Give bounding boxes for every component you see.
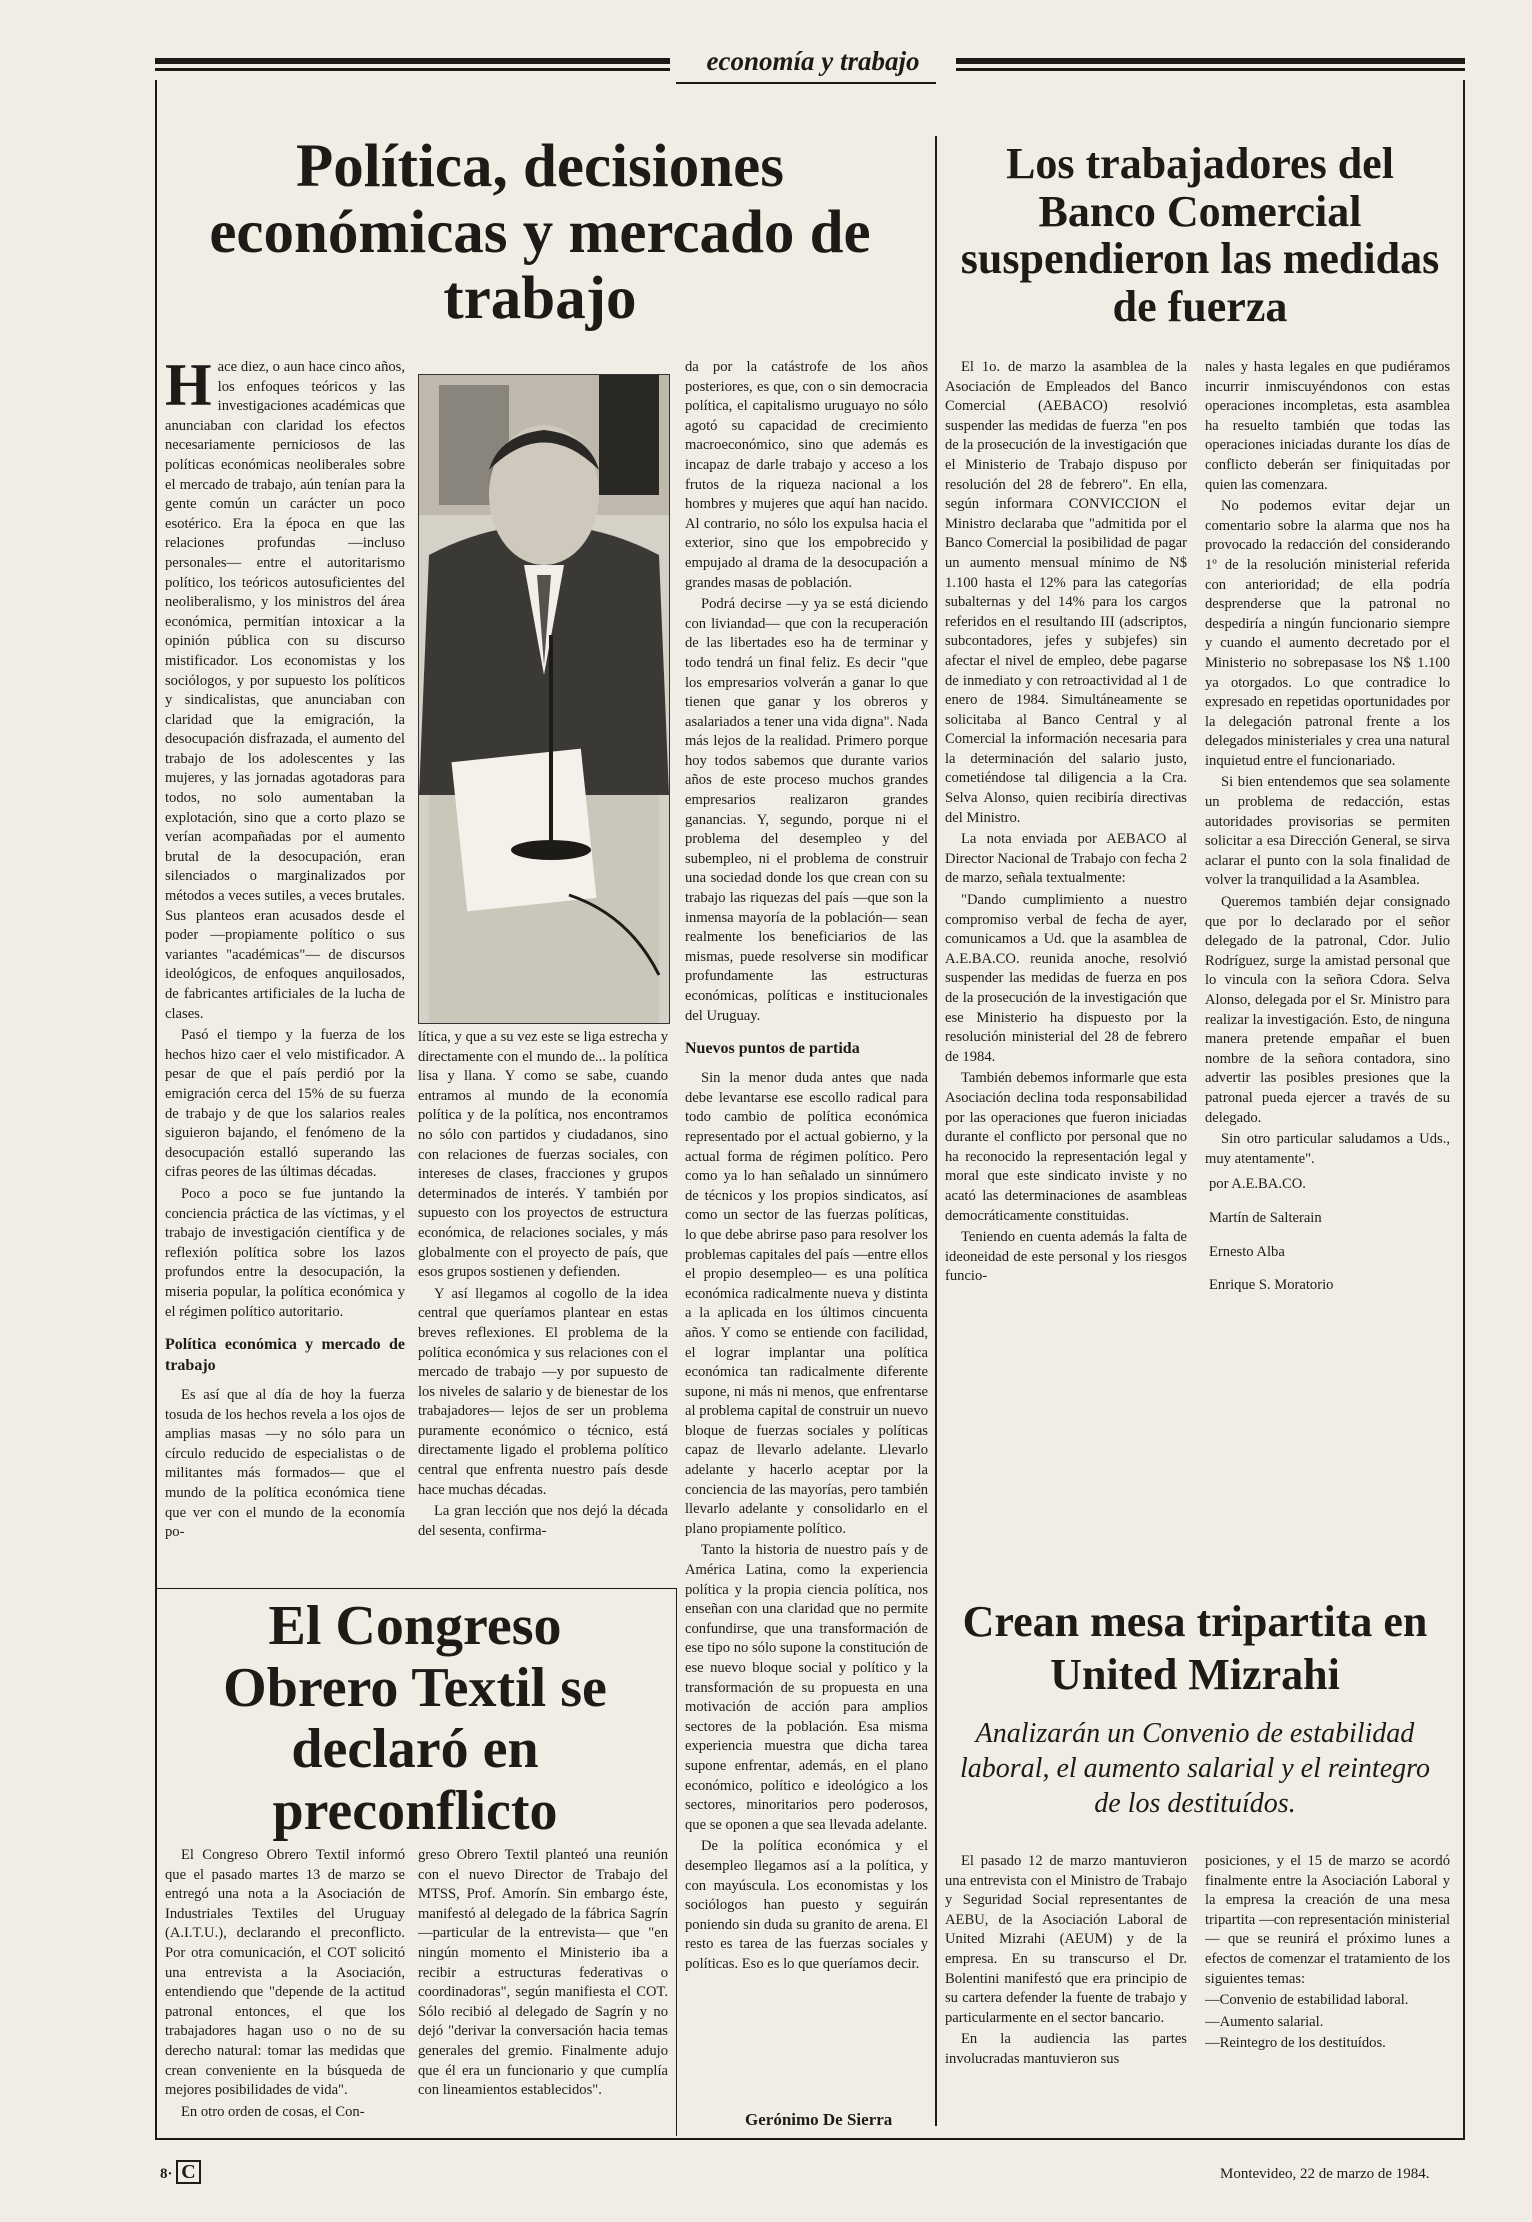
- paragraph: Pasó el tiempo y la fuerza de los hechos hizo caer el velo mistificador. A pesar de que el país perdió por la emigración cerca del 15% de su fuerza de trabajo y de que los salarios reales siguieron bajando, el fenómeno de la desocupación estalló superando las cifras peores de las últimas décadas.: [165, 1027, 405, 1181]
- article1-dropcap: H: [165, 358, 212, 418]
- paragraph: Podrá decirse —y ya se está diciendo con liviandad— que con la recuperación de las libertades eso ha de terminar y todo tendrá un final feliz. Es decir "que los empresarios volverán a ganar lo que tienen que ganar y los obreros y asalariados a tener una vida digna". Nada más lejos de la realidad. Primero porque hoy todos sabemos que durante varios años de este proceso muchos grandes empresarios realizaron grandes ganancias. Y, segundo, porque ni el problema del desempleo y del subempleo, ni el problema de construir una sociedad donde los que crean con su trabajo las riquezas del país —que son la inmensa mayoría de la población— sean realmente los beneficiarios de las mismas, puede resolverse sin modificar profundamente las estructuras económicas, políticas e institucionales del Uruguay.: [685, 596, 928, 1024]
- section-underline: [676, 82, 936, 84]
- signature-line: por A.E.BA.CO.: [1209, 1176, 1306, 1193]
- paragraph: Sin otro particular saludamos a Uds., muy atentamente".: [1205, 1131, 1450, 1167]
- article3-title: El Congreso Obrero Textil se declaró en preconflicto: [223, 1595, 607, 1842]
- list-item: —Reintegro de los destituídos.: [1205, 2035, 1386, 2052]
- article3-top-rule: [157, 1588, 677, 1589]
- article3-column-divider: [676, 1588, 677, 2136]
- paragraph: nales y hasta legales en que pudiéramos incurrir inmiscuyéndonos con estas operaciones incompletas, esta asamblea ha resuelto también que todas las operaciones iniciadas durante los días de conflicto deberán ser finiquitadas por quien las comenzara.: [1205, 359, 1450, 493]
- paragraph: En otro orden de cosas, el Con-: [181, 2103, 365, 2120]
- section-tag: economía y trabajo: [670, 46, 956, 77]
- paragraph: No podemos evitar dejar un comentario sobre la alarma que nos ha provocado la redacción del considerando 1º de la resolución ministerial referida con anterioridad; de ella podría desprenderse que la patronal no despediría a ningún funcionario siempre y cuando el aumento decretado por el Ministerio no sobrepasase los N$ 1.100 ya otorgados. Lo que contradice lo expresado en repetidas oportunidades por la delegación patronal frente a los delegados ministeriales y crea una natural inquietud entre el funcionariado.: [1205, 498, 1450, 769]
- article1-column-3: [685, 358, 928, 2136]
- paragraph: Sin la menor duda antes que nada debe levantarse ese escollo radical para todo cambio de política económica representado por el actual gobierno, y la actual forma de régimen político. Pero como ya lo han señalado un sinnúmero de técnicos y los propios sindicatos, así como un sector de las fuerzas políticas, lo que debe abrirse paso para resolver los problemas capitales del país —entre ellos el propio desempleo— es una política económica radicalmente nueva y distinta a la aplicada en los últimos cincuenta años. Y como se entiende con facilidad, el lograr implantar una política económica tan radicalmente diferente supone, ni más ni menos, que enfrentarse al problema capital de construir un nuevo bloque de fuerzas sociales y políticas capaz de llevarlo adelante. Llevarlo adelante y hacerlo aceptar por la conciencia de las mayorías, pero también llevarlo adelante y consolidarlo en el plano propiamente político.: [685, 1070, 928, 1537]
- article1-author: Gerónimo De Sierra: [745, 2110, 893, 2129]
- paragraph: El Congreso Obrero Textil informó que el pasado martes 13 de marzo se entregó una nota a la Asociación de Industriales Textiles del Uruguay (A.I.T.U.), declarando el preconflicto. Por otra comunicación, el COT solicitó una entrevista a la Asociación, entendiendo que "depende de la actitud patronal entonces, el que los trabajadores hagan uso o no de su derecho natural: tomar las medidas que crean conveniente en la búsqueda de mejores posibilidades de vida".: [165, 1847, 405, 2099]
- paragraph: Si bien entendemos que sea solamente un problema de redacción, estas autoridades provisorias se permiten solicitar a esa Dirección General, se sirva aclarar el punto con la sola finalidad de volver la tranquilidad a la Asamblea.: [1205, 774, 1450, 889]
- article3-column-1: [165, 1846, 405, 2136]
- paragraph: greso Obrero Textil planteó una reunión con el nuevo Director de Trabajo del MTSS, Prof. Amorín. Sin embargo éste, manifestó al delegado de la fábrica Sagrín —particular de la entrevista— que "en ningún momento el Ministerio iba a recibir a estructuras federativas o coordinadoras", según manifiesta el COT. Sólo recibió al delegado de Sagrín y no dejó "derivar la conversación hacia temas generales del gremio. Finalmente adujo que él era un funcionario y que cumplía con lineamientos establecidos".: [418, 1847, 668, 2099]
- article3-column-2: [418, 1846, 668, 2136]
- paragraph: ace diez, o aun hace cinco años, los enfoques teóricos y las investigaciones académicas que anunciaban con claridad los efectos necesariamente perniciosos de las políticas económicas neoliberales sobre el mercado de trabajo, aún tenían para la gente común un carácter un poco esotérico. Era la época en que las relaciones profundas —incluso personales— entre el autoritarismo político, los teóricos autosuficientes del neoliberalismo, y los ministros del área económica, permitían intoxicar a la opinión pública con su discurso mistificador. Los economistas y los sociólogos, y por supuesto los políticos y sindicalistas, que anunciaban con claridad que la emigración, la desocupación disfrazada, el aumento del trabajo de los adolescentes y las mujeres, y las jornadas agotadoras para todos, no solo aumentaban la explotación, sino que a corto plazo se verían acompañadas por el aumento brutal de la desocupación, eran silenciados o marginalizados por métodos a veces sutiles, a veces brutales. Sus planteos eran acusados desde el poder —propiamente político o sus variantes "académicas"— de discursos ideológicos, de enfoques anquilosados, de fabricantes artificiales de la lucha de clases.: [165, 359, 405, 1022]
- signature-block: [1205, 1175, 1450, 1295]
- paragraph: Poco a poco se fue juntando la conciencia práctica de las víctimas, y el trabajo de investigación científica y de reflexión política sobre los lazos profundos entre la desocupación, la miseria popular, la política económica y el régimen político autoritario.: [165, 1185, 405, 1320]
- paragraph: posiciones, y el 15 de marzo se acordó finalmente entre la Asociación Laboral y la empresa la creación de una mesa tripartita —con representación ministerial— que se reunirá el próximo lunes a efectos de comenzar el tratamiento de los siguientes temas:: [1205, 1853, 1450, 1987]
- article1-column-2: [418, 1028, 668, 1583]
- page-number-dot: ·: [167, 2166, 173, 2182]
- portrait-illustration: [419, 375, 669, 1023]
- list-item: —Aumento salarial.: [1205, 2013, 1324, 2030]
- paragraph: También debemos informarle que esta Asociación declina toda responsabilidad por las operaciones que fueron iniciadas durante el conflicto por personal que no ha reconocido la representación legal y moral que este sindicato inviste y no acató las determinaciones de asambleas democráticamente constituidas.: [945, 1070, 1187, 1224]
- article4-title: Crean mesa tripartita en United Mizrahi: [962, 1597, 1428, 1699]
- paragraph: Es así que al día de hoy la fuerza tosuda de los hechos revela a los ojos de amplias masas —y no sólo para un círculo reducido de especialistas o de militantes más formados— que el mundo de la política económica tiene que ver con el mundo de la economía po-: [165, 1387, 405, 1541]
- paragraph: La gran lección que nos dejó la década del sesenta, confirma-: [418, 1503, 668, 1539]
- paragraph: da por la catástrofe de los años posteriores, es que, con o sin democracia política, el capitalismo uruguayo no sólo agotó su capacidad de crecimiento macroeconómico, sino que además es incapaz de darle trabajo y acceso a los frutos de la riqueza nacional a los hombres y mujeres que aquí han nacido. Al contrario, no sólo los expulsa hacia el exterior, sino que los empobrecido y empujado al drama de la desocupación a grandes masas de población.: [685, 359, 928, 591]
- paragraph: Teniendo en cuenta además la falta de ideoneidad de este personal y los riesgos funcio-: [945, 1229, 1187, 1285]
- article1-column-1: [165, 358, 405, 1583]
- article2-column-1: [945, 358, 1187, 1548]
- paragraph: lítica, y que a su vez este se liga estrecha y directamente con el mundo de... la política lisa y llana. Y como se sabe, cuando entramos al mundo de la economía política y de la política, nos encontramos no sólo con partidos y ciudadanos, sino con relaciones de fuerzas sociales, con intereses de clases, fracciones y grupos determinados de interés. Y también por supuesto con los proyectos de estructura económica, de relaciones sociales, y más globalmente con el proyecto de país, que esos grupos sostienen y defienden.: [418, 1029, 668, 1281]
- signature-line: Ernesto Alba: [1209, 1243, 1285, 1260]
- article2-title: Los trabajadores del Banco Comercial suspendieron las medidas de fuerza: [960, 139, 1440, 331]
- article4-deck: Analizarán un Convenio de estabilidad laboral, el aumento salarial y el reintegro de los destituídos.: [960, 1718, 1430, 1819]
- paragraph: El 1o. de marzo la asamblea de la Asociación de Empleados del Banco Comercial (AEBACO) resolvió suspender las medidas de fuerza "en pos de la prosecución de la investigación que el Ministerio de Trabajo dispuso por resolución del 28 de febrero". En ella, según informara CONVICCION el Ministro declaraba que "admitida por el Banco Comercial la posibilidad de pagar un aumento mensual mínimo de N$ 1.100 hasta el 12% para las categorías subalternas y del 14% para los cargos referidos en el resultando III (adscriptos, subcontadores, jefes y subjefes) sin afectar el nivel de empleo, debe pagarse de inmediato y con retroactividad al 1 de enero de 1984. Simultáneamente se solicitaba al Banco Central y al Comercial la información necesaria para la determinación del salario justo, cometiéndose tal diligencia a la Cra. Selva Alonso, quien recibiría directivas del Ministro.: [945, 359, 1187, 826]
- signature-line: Martín de Salterain: [1209, 1209, 1322, 1226]
- center-divider: [935, 136, 937, 2126]
- paragraph: Tanto la historia de nuestro país y de América Latina, como la experiencia política y la propia ciencia política, nos enseñan con una claridad que no permite confundirse, que una transformación de ese tipo no sólo supone la constitución de ese nuevo bloque social y político y la transformación de su propuesta en una motivación de acción para amplios sectores de la población. Esa misma experiencia muestra que dicha tarea supone enfrentar, además, en el plano económico, político e ideológico a los sectores, minoritarios pero poderosos, que se oponen a que sea llevada adelante.: [685, 1542, 928, 1833]
- page-number: [160, 2160, 201, 2184]
- paragraph: La nota enviada por AEBACO al Director Nacional de Trabajo con fecha 2 de marzo, señala textualmente:: [945, 831, 1187, 887]
- list-item: —Convenio de estabilidad laboral.: [1205, 1992, 1409, 2009]
- article4-column-1: [945, 1852, 1187, 2132]
- article1-subhead-1: Política económica y mercado de trabajo: [165, 1336, 405, 1375]
- paragraph: El pasado 12 de marzo mantuvieron una entrevista con el Ministro de Trabajo y Seguridad Social representantes de AEBU, de la Asociación Laboral de United Mizrahi (AEUM) y de la empresa. En su transcurso el Dr. Bolentini manifestó que era principio de su cartera defender la fuente de trabajo y particularmente en el sector bancario.: [945, 1853, 1187, 2026]
- frame-right: [1463, 80, 1465, 2140]
- portrait-photo: [418, 374, 670, 1024]
- article1-subhead-2: Nuevos puntos de partida: [685, 1040, 860, 1058]
- page-number-value: 8: [160, 2166, 168, 2182]
- paragraph: Queremos también dejar consignado que por lo declarado por el señor delegado de la patronal, Cdor. Julio Rodríguez, surge la amistad personal que lo vincula con la señora Cdora. Selva Alonso, delegada por el Sr. Ministro para realizar la investigación. Esto, de ninguna manera pretende empañar el buen nombre de la señora contadora, sino advertir las posibles presiones que la patronal pueda ejercer a través de su delegado.: [1205, 894, 1450, 1126]
- paragraph: "Dando cumplimiento a nuestro compromiso verbal de fecha de ayer, comunicamos a Ud. que la asamblea de A.E.BA.CO. reunida anoche, resolvió suspender las medidas de fuerza en pos de la prosecución de la investigación que ese Ministerio ha dispuesto por la resolución ministerial del 28 de febrero de 1984.: [945, 892, 1187, 1065]
- dateline: Montevideo, 22 de marzo de 1984.: [1220, 2166, 1430, 2182]
- article4-column-2: [1205, 1852, 1450, 2132]
- paragraph: Y así llegamos al cogollo de la idea central que queríamos plantear en estas breves reflexiones. El problema de la política económica y sus relaciones con el mercado de trabajo —y por supuesto de los niveles de salario y de bienestar de los trabajadores— lejos de ser un problema puramente económico o técnico, está directamente ligado el problema político central que enfrenta nuestro país desde hace muchas décadas.: [418, 1285, 668, 1498]
- paragraph: De la política económica y el desempleo llegamos así a la política, y con mayúscula. Los economistas y los sociólogos han puesto y seguirán poniendo sin duda su granito de arena. El resto es tarea de las fuerzas sociales y políticas. Eso es lo que queríamos decir.: [685, 1838, 928, 1972]
- article1-title: Política, decisiones económicas y mercado de trabajo: [209, 133, 871, 332]
- paragraph: En la audiencia las partes involucradas mantuvieron sus: [945, 2031, 1187, 2067]
- article2-column-2: [1205, 358, 1450, 1548]
- signature-line: Enrique S. Moratorio: [1209, 1277, 1334, 1294]
- frame-bottom: [155, 2138, 1465, 2140]
- publication-logo: C: [176, 2160, 200, 2184]
- frame-left: [155, 80, 157, 2140]
